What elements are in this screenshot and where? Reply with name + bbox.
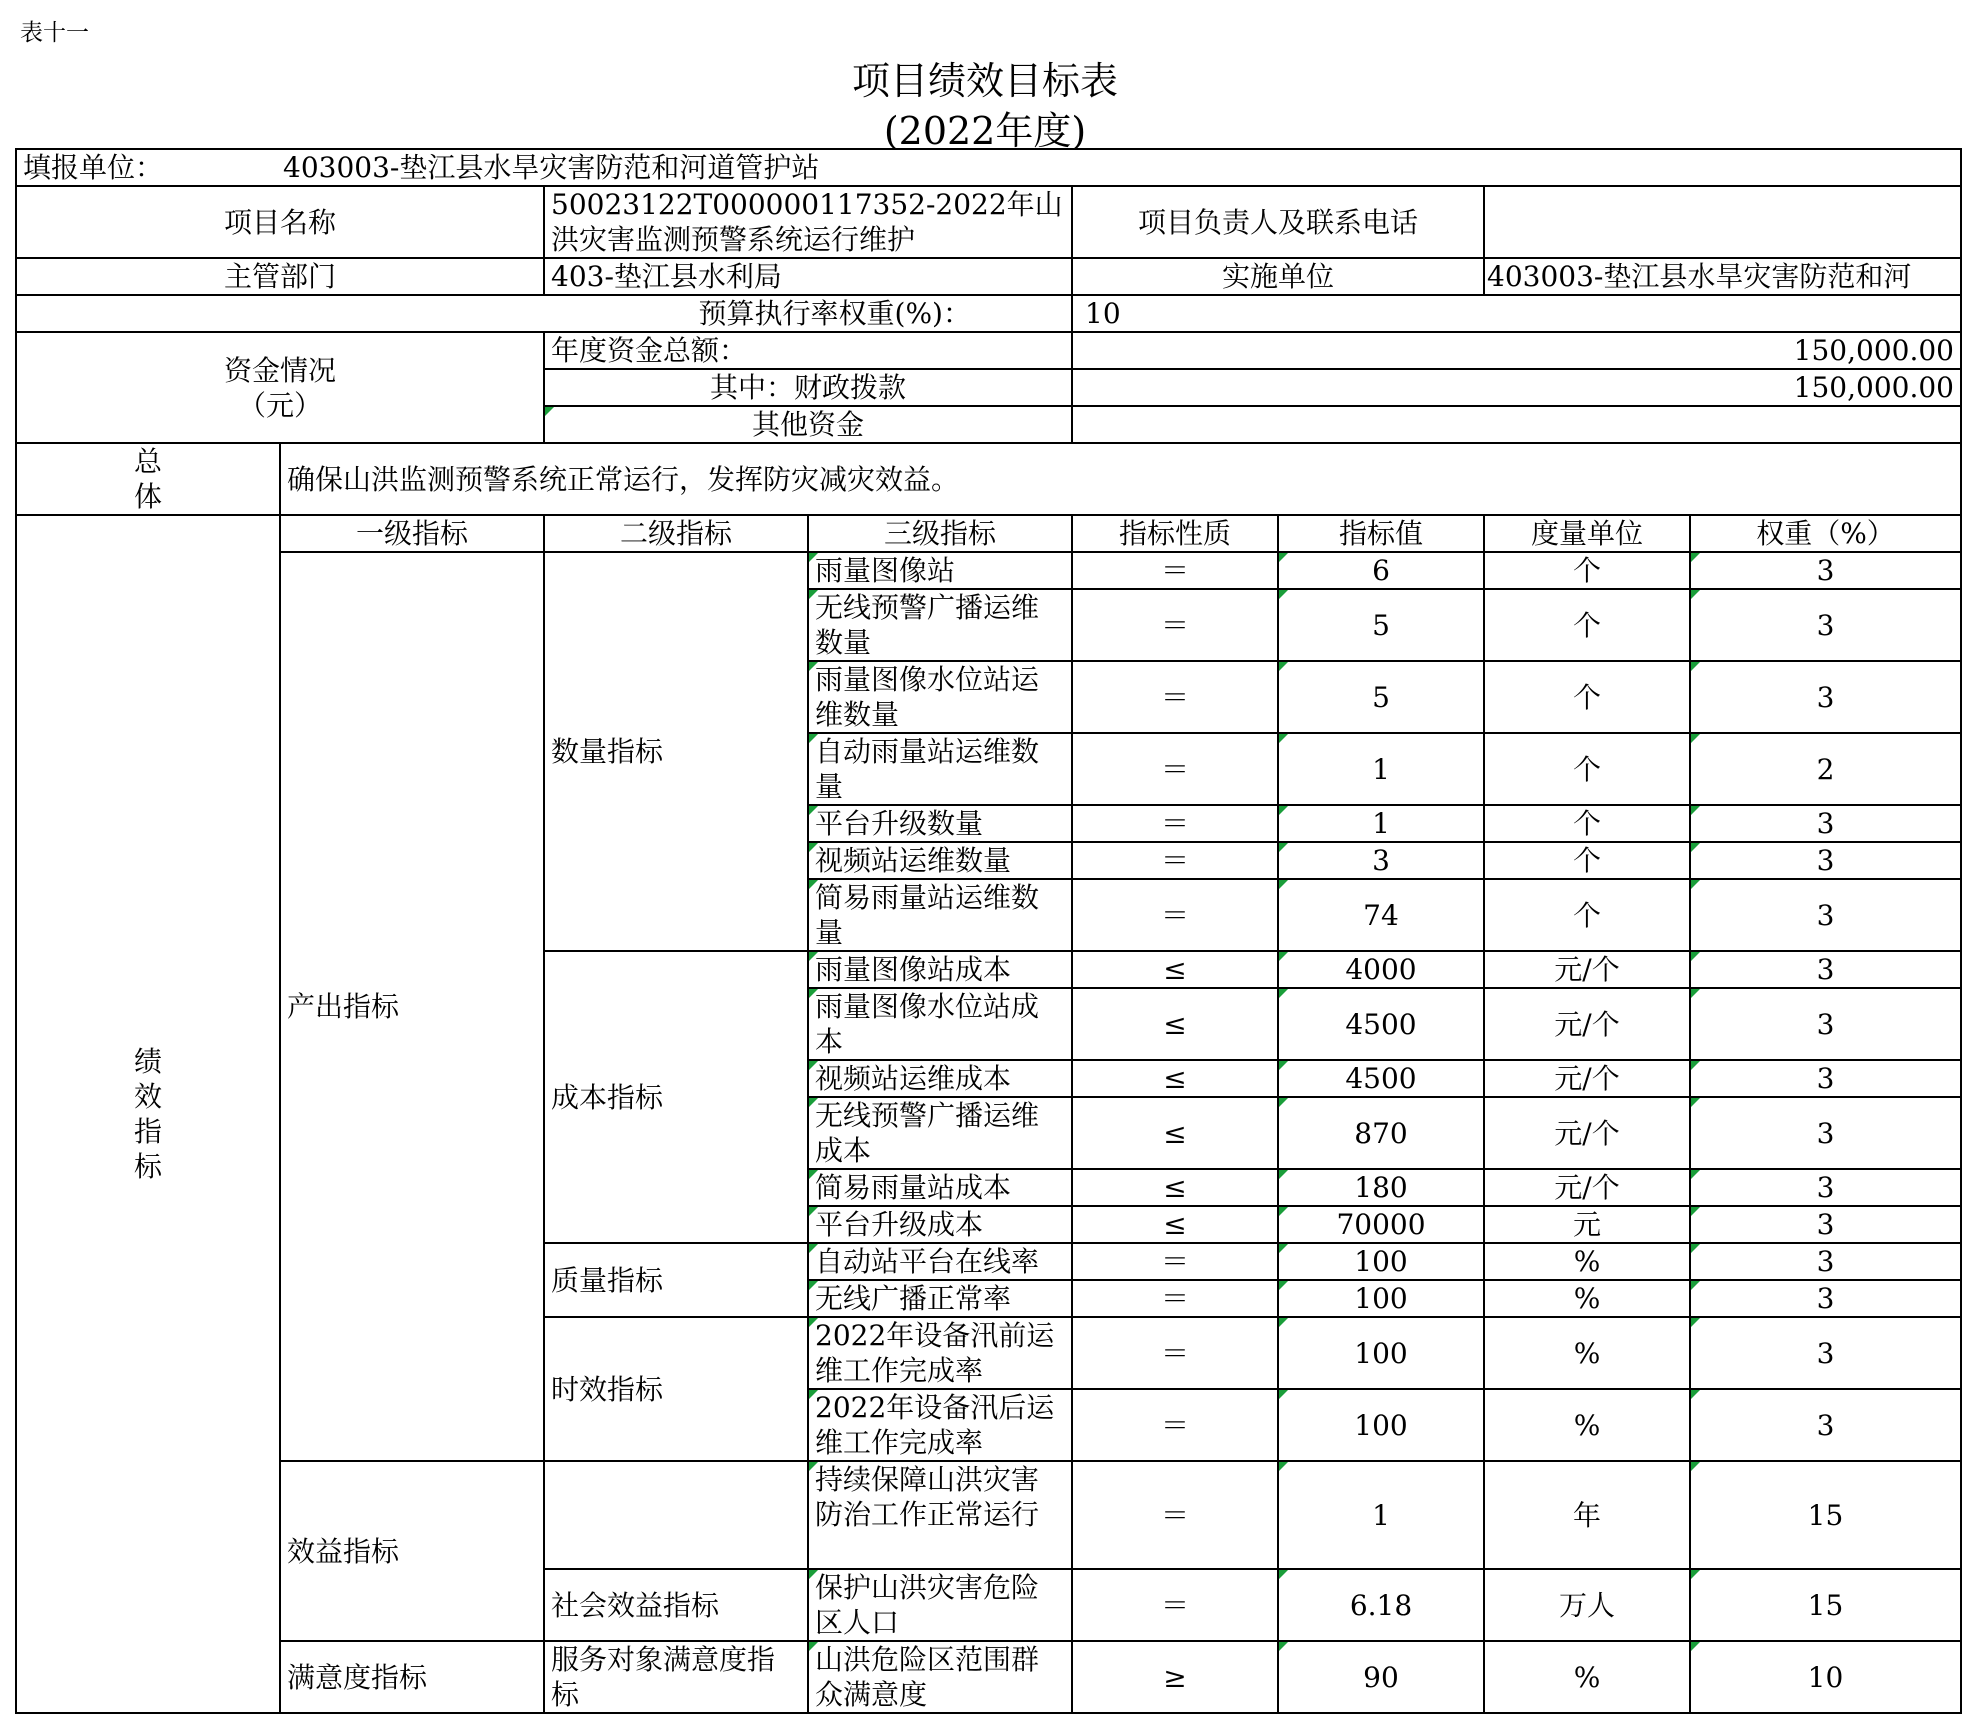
- indicator-value: 100: [1278, 1280, 1484, 1317]
- col-header: 权重（%）: [1690, 515, 1961, 552]
- dept-label: 主管部门: [16, 258, 544, 295]
- indicator-unit: 个: [1484, 805, 1690, 842]
- annual-total-value: 150,000.00: [1072, 332, 1961, 369]
- indicator-op: ＝: [1072, 1243, 1278, 1280]
- indicator-name: 2022年设备汛前运维工作完成率: [808, 1317, 1072, 1389]
- page-subtitle: (2022年度): [883, 109, 1087, 153]
- indicator-weight: 3: [1690, 661, 1961, 733]
- contact-value: [1484, 186, 1961, 258]
- group-service: 服务对象满意度指标: [544, 1641, 808, 1713]
- col-header: 三级指标: [808, 515, 1072, 552]
- indicator-op: ＝: [1072, 552, 1278, 589]
- indicator-name: 保护山洪灾害危险区人口: [808, 1569, 1072, 1641]
- indicator-value: 70000: [1278, 1206, 1484, 1243]
- indicator-unit: 万人: [1484, 1569, 1690, 1641]
- indicator-value: 90: [1278, 1641, 1484, 1713]
- project-name-label: 项目名称: [16, 186, 544, 258]
- indicator-name: 山洪危险区范围群众满意度: [808, 1641, 1072, 1713]
- indicator-weight: 10: [1690, 1641, 1961, 1713]
- indicator-name: 无线预警广播运维数量: [808, 589, 1072, 661]
- indicator-op: ＝: [1072, 661, 1278, 733]
- indicator-value: 6.18: [1278, 1569, 1484, 1641]
- indicator-name: 雨量图像站: [808, 552, 1072, 589]
- indicator-weight: 3: [1690, 951, 1961, 988]
- indicator-weight: 3: [1690, 1097, 1961, 1169]
- indicator-unit: %: [1484, 1317, 1690, 1389]
- indicator-name: 雨量图像水位站成本: [808, 988, 1072, 1060]
- indicator-weight: 3: [1690, 552, 1961, 589]
- indicator-name: 自动雨量站运维数量: [808, 733, 1072, 805]
- indicator-weight: 3: [1690, 879, 1961, 951]
- other-value: [1072, 406, 1961, 443]
- indicator-value: 180: [1278, 1169, 1484, 1206]
- fiscal-value: 150,000.00: [1072, 369, 1961, 406]
- impl-label: 实施单位: [1072, 258, 1484, 295]
- indicator-weight: 3: [1690, 805, 1961, 842]
- indicator-unit: 元/个: [1484, 1169, 1690, 1206]
- perf-label: 绩 效 指 标: [16, 515, 280, 1713]
- group-quality: 质量指标: [544, 1243, 808, 1317]
- indicator-value: 1: [1278, 1461, 1484, 1569]
- indicator-op: ＝: [1072, 1280, 1278, 1317]
- group-benefit: 效益指标: [280, 1461, 544, 1641]
- indicator-weight: 3: [1690, 589, 1961, 661]
- other-label: 其他资金: [544, 406, 1072, 443]
- indicator-weight: 3: [1690, 1280, 1961, 1317]
- indicator-name: 雨量图像站成本: [808, 951, 1072, 988]
- indicator-weight: 2: [1690, 733, 1961, 805]
- indicator-name: 持续保障山洪灾害防治工作正常运行: [808, 1461, 1072, 1569]
- group-benefit-sub-empty: [544, 1461, 808, 1569]
- indicator-unit: %: [1484, 1280, 1690, 1317]
- indicator-weight: 3: [1690, 1169, 1961, 1206]
- indicator-value: 6: [1278, 552, 1484, 589]
- indicator-unit: 元/个: [1484, 1097, 1690, 1169]
- col-header: 一级指标: [280, 515, 544, 552]
- contact-label: 项目负责人及联系电话: [1072, 186, 1484, 258]
- dept-value: 403-垫江县水利局: [544, 258, 1072, 295]
- indicator-weight: 3: [1690, 1243, 1961, 1280]
- indicator-name: 无线广播正常率: [808, 1280, 1072, 1317]
- indicator-name: 视频站运维数量: [808, 842, 1072, 879]
- indicator-value: 4500: [1278, 1060, 1484, 1097]
- overall-value: 确保山洪监测预警系统正常运行，发挥防灾减灾效益。: [280, 443, 1961, 515]
- indicator-unit: 个: [1484, 879, 1690, 951]
- indicator-name: 简易雨量站成本: [808, 1169, 1072, 1206]
- budget-weight-label: 预算执行率权重(%)：: [16, 295, 1072, 332]
- indicator-name: 2022年设备汛后运维工作完成率: [808, 1389, 1072, 1461]
- impl-value: 403003-垫江县水旱灾害防范和河: [1484, 258, 1961, 295]
- indicator-weight: 3: [1690, 1317, 1961, 1389]
- col-header: 二级指标: [544, 515, 808, 552]
- indicator-op: ＝: [1072, 1569, 1278, 1641]
- indicator-value: 1: [1278, 805, 1484, 842]
- indicator-op: ＝: [1072, 589, 1278, 661]
- indicator-value: 1: [1278, 733, 1484, 805]
- fiscal-label: 其中：财政拨款: [544, 369, 1072, 406]
- indicator-value: 100: [1278, 1317, 1484, 1389]
- indicator-unit: 个: [1484, 661, 1690, 733]
- indicator-op: ＝: [1072, 805, 1278, 842]
- indicator-op: ≥: [1072, 1641, 1278, 1713]
- group-cost: 成本指标: [544, 951, 808, 1243]
- group-quantity: 数量指标: [544, 552, 808, 951]
- indicator-value: 4000: [1278, 951, 1484, 988]
- indicator-weight: 3: [1690, 988, 1961, 1060]
- indicator-op: ≤: [1072, 1169, 1278, 1206]
- indicator-value: 4500: [1278, 988, 1484, 1060]
- indicator-weight: 15: [1690, 1461, 1961, 1569]
- indicator-value: 100: [1278, 1243, 1484, 1280]
- group-output: 产出指标: [280, 552, 544, 1461]
- indicator-unit: 元/个: [1484, 1060, 1690, 1097]
- page-title: 项目绩效目标表: [851, 59, 1118, 103]
- indicator-op: ≤: [1072, 951, 1278, 988]
- col-header: 度量单位: [1484, 515, 1690, 552]
- indicator-name: 平台升级数量: [808, 805, 1072, 842]
- indicator-op: ＝: [1072, 842, 1278, 879]
- performance-target-table: [15, 148, 1962, 1714]
- budget-weight-value: 10: [1072, 295, 1961, 332]
- indicator-op: ≤: [1072, 1060, 1278, 1097]
- overall-label: 总 体: [16, 443, 280, 515]
- filler-label: 填报单位：: [23, 151, 164, 184]
- indicator-value: 5: [1278, 661, 1484, 733]
- indicator-name: 雨量图像水位站运维数量: [808, 661, 1072, 733]
- indicator-value: 3: [1278, 842, 1484, 879]
- project-name-value: 50023122T000000117352-2022年山洪灾害监测预警系统运行维护: [544, 186, 1072, 258]
- indicator-op: ≤: [1072, 1206, 1278, 1243]
- indicator-op: ≤: [1072, 1097, 1278, 1169]
- indicator-op: ＝: [1072, 1461, 1278, 1569]
- annual-total-label: 年度资金总额：: [544, 332, 1072, 369]
- indicator-unit: 元: [1484, 1206, 1690, 1243]
- filler-row: [16, 149, 1961, 186]
- indicator-value: 870: [1278, 1097, 1484, 1169]
- indicator-weight: 3: [1690, 1206, 1961, 1243]
- indicator-unit: 个: [1484, 733, 1690, 805]
- indicator-weight: 3: [1690, 1389, 1961, 1461]
- indicator-op: ＝: [1072, 733, 1278, 805]
- group-timeliness: 时效指标: [544, 1317, 808, 1461]
- indicator-name: 视频站运维成本: [808, 1060, 1072, 1097]
- group-satisfaction: 满意度指标: [280, 1641, 544, 1713]
- col-header: 指标性质: [1072, 515, 1278, 552]
- indicator-name: 简易雨量站运维数量: [808, 879, 1072, 951]
- group-social: 社会效益指标: [544, 1569, 808, 1641]
- indicator-unit: %: [1484, 1243, 1690, 1280]
- indicator-op: ＝: [1072, 1317, 1278, 1389]
- indicator-weight: 15: [1690, 1569, 1961, 1641]
- indicator-op: ＝: [1072, 1389, 1278, 1461]
- indicator-name: 自动站平台在线率: [808, 1243, 1072, 1280]
- indicator-op: ≤: [1072, 988, 1278, 1060]
- funds-label: 资金情况 （元）: [16, 332, 544, 443]
- indicator-unit: %: [1484, 1389, 1690, 1461]
- indicator-value: 100: [1278, 1389, 1484, 1461]
- table-tag: 表十一: [20, 20, 89, 46]
- indicator-unit: 元/个: [1484, 988, 1690, 1060]
- indicator-unit: 个: [1484, 589, 1690, 661]
- indicator-unit: 个: [1484, 552, 1690, 589]
- indicator-weight: 3: [1690, 1060, 1961, 1097]
- indicator-name: 平台升级成本: [808, 1206, 1072, 1243]
- indicator-value: 74: [1278, 879, 1484, 951]
- indicator-unit: 年: [1484, 1461, 1690, 1569]
- indicator-unit: %: [1484, 1641, 1690, 1713]
- indicator-value: 5: [1278, 589, 1484, 661]
- indicator-unit: 个: [1484, 842, 1690, 879]
- indicator-op: ＝: [1072, 879, 1278, 951]
- filler-value: 403003-垫江县水旱灾害防范和河道管护站: [283, 151, 820, 184]
- indicator-unit: 元/个: [1484, 951, 1690, 988]
- col-header: 指标值: [1278, 515, 1484, 552]
- indicator-weight: 3: [1690, 842, 1961, 879]
- indicator-name: 无线预警广播运维成本: [808, 1097, 1072, 1169]
